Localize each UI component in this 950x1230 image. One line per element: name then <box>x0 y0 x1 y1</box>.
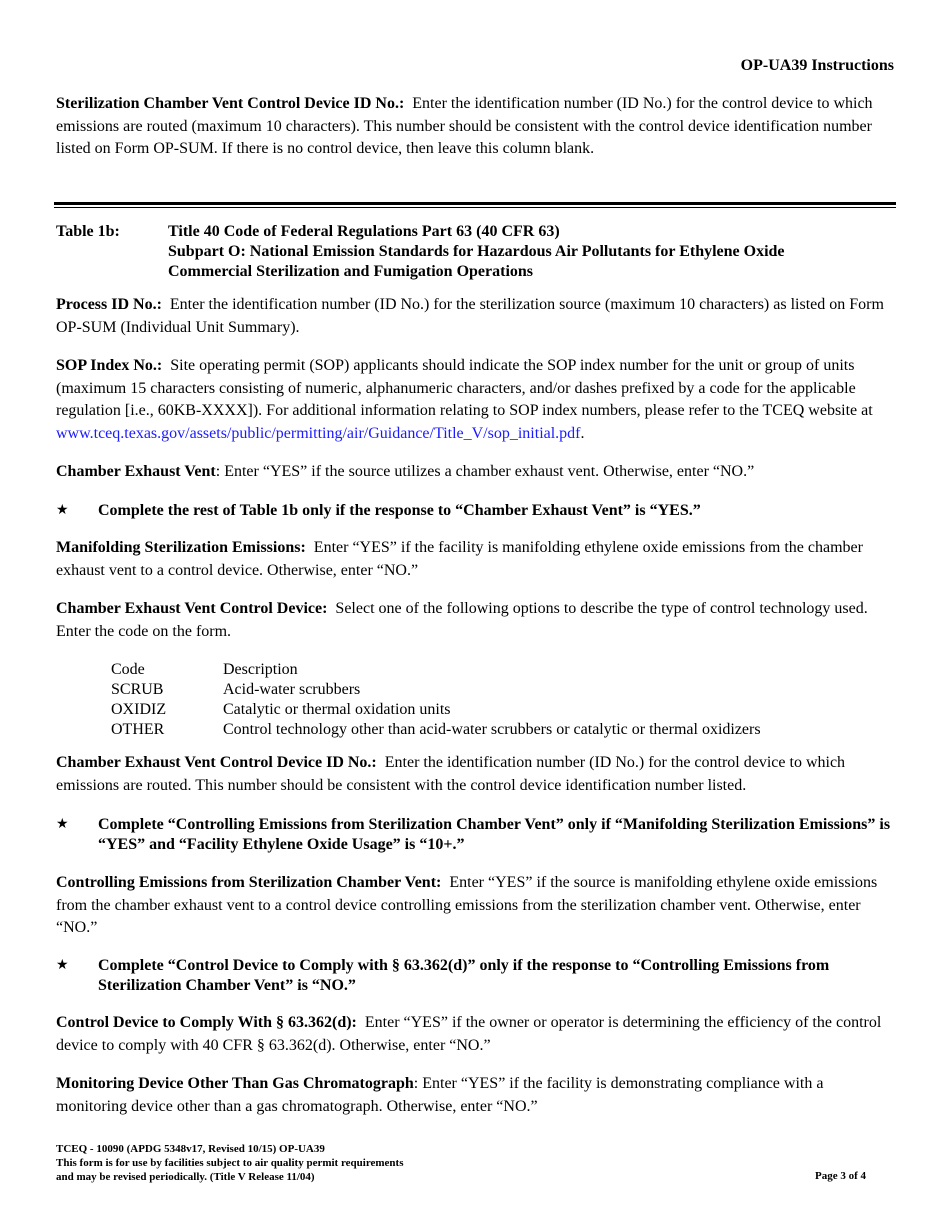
section-label: SOP Index No.: <box>56 357 163 374</box>
section-text: Enter “YES” if the facility is manifolding ethylene oxide emissions from the chamber exhaust vent to a control device. Otherwise, enter “NO.” <box>56 539 863 579</box>
section-sop-index <box>56 355 894 445</box>
table-title-line1: Title 40 Code of Federal Regulations Part 63 (40 CFR 63) <box>168 223 560 240</box>
section-chamber-exhaust-vent <box>56 461 894 484</box>
section-text: Enter the identification number (ID No.) for the control device to which emissions are routed. This number should be consistent with the control device identification number listed. <box>56 754 846 794</box>
note-text: Complete the rest of Table 1b only if the response to “Chamber Exhaust Vent” is “YES.” <box>98 502 701 519</box>
section-process-id <box>56 294 894 339</box>
section-text: Enter “YES” if the owner or operator is determining the efficiency of the control device to comply with 40 CFR § 63.362(d). Otherwise, enter “NO.” <box>56 1014 882 1054</box>
section-label: Chamber Exhaust Vent <box>56 463 216 480</box>
star-icon: ★ <box>56 817 69 832</box>
table-title-line3: Commercial Sterilization and Fumigation Operations <box>168 263 534 280</box>
section-text: Site operating permit (SOP) applicants should indicate the SOP index number for the unit or group of units (maximum 15 characters consisting of numeric, alphanumeric characters, and/or dashes prefixed by a code for the applicable regulation [i.e., 60KB-XXXX]). For additional information relating to SOP index numbers, please refer to the TCEQ website at <box>56 357 873 419</box>
section-monitoring-device <box>56 1073 894 1118</box>
section-text: : Enter “YES” if the facility is demonstrating compliance with a monitoring device other than a gas chromatograph. Otherwise, enter “NO.” <box>56 1075 824 1115</box>
page-footer <box>56 1142 404 1184</box>
section-label: Monitoring Device Other Than Gas Chromatograph <box>56 1075 414 1092</box>
section-label: Chamber Exhaust Vent Control Device ID No.: <box>56 754 377 771</box>
code-value: OTHER <box>111 721 165 738</box>
table-title-line2: Subpart O: National Emission Standards for Hazardous Air Pollutants for Ethylene Oxide <box>168 243 785 260</box>
code-description: Control technology other than acid-water scrubbers or catalytic or thermal oxidizers <box>223 721 761 738</box>
codes-header-code: Code <box>111 661 145 678</box>
note-text: Complete “Controlling Emissions from Sterilization Chamber Vent” only if “Manifolding Sterilization Emissions” is “YES” and “Facility Ethylene Oxide Usage” is “10+.” <box>98 816 891 853</box>
section-sterilization-chamber-vent-control-id <box>56 93 894 161</box>
divider-thin <box>54 207 896 208</box>
table-title <box>168 222 908 282</box>
section-manifolding-sterilization-emissions <box>56 537 894 582</box>
section-text: Enter the identification number (ID No.) for the sterilization source (maximum 10 characters) as listed on Form OP-SUM (Individual Unit Summary). <box>56 296 884 336</box>
section-chamber-exhaust-vent-control-device <box>56 598 894 643</box>
star-icon: ★ <box>56 503 69 518</box>
section-control-device-comply <box>56 1012 894 1057</box>
section-text: Select one of the following options to describe the type of control technology used. Enter the code on the form. <box>56 600 868 640</box>
section-label: Controlling Emissions from Sterilization Chamber Vent: <box>56 874 442 891</box>
footer-line3: and may be revised periodically. (Title V Release 11/04) <box>56 1171 315 1183</box>
tceq-website-link[interactable]: www.tceq.texas.gov/assets/public/permitting/air/Guidance/Title_V/sop_initial.pdf <box>56 424 581 442</box>
note-text: Complete “Control Device to Comply with § 63.362(d)” only if the response to “Controlling Emissions from Sterilization Chamber Vent” is “NO.” <box>98 957 830 994</box>
page-header-title: OP-UA39 Instructions <box>740 57 894 74</box>
section-label: Manifolding Sterilization Emissions: <box>56 539 306 556</box>
section-label: Chamber Exhaust Vent Control Device: <box>56 600 328 617</box>
code-description: Catalytic or thermal oxidation units <box>223 701 451 718</box>
footer-line2: This form is for use by facilities subject to air quality permit requirements <box>56 1157 404 1169</box>
section-label: Control Device to Comply With § 63.362(d): <box>56 1014 357 1031</box>
section-text: Enter “YES” if the source is manifolding ethylene oxide emissions from the chamber exhaust vent to a control device controlling emissions from the sterilization chamber vent. Otherwise, enter “NO.” <box>56 874 878 936</box>
section-chamber-exhaust-vent-control-device-id <box>56 752 894 797</box>
section-text-end: . <box>580 424 585 442</box>
star-icon: ★ <box>56 958 69 973</box>
section-controlling-emissions <box>56 872 894 940</box>
page-number: Page 3 of 4 <box>814 1170 866 1182</box>
code-value: OXIDIZ <box>111 701 167 718</box>
code-description: Acid-water scrubbers <box>223 681 361 698</box>
code-value: SCRUB <box>111 681 164 698</box>
section-text: : Enter “YES” if the source utilizes a chamber exhaust vent. Otherwise, enter “NO.” <box>215 463 755 480</box>
codes-header-description: Description <box>223 661 298 678</box>
footer-line1: TCEQ - 10090 (APDG 5348v17, Revised 10/15) OP-UA39 <box>56 1143 325 1155</box>
table-label: Table 1b: <box>56 223 120 240</box>
section-label: Sterilization Chamber Vent Control Device ID No.: <box>56 95 405 112</box>
section-text: Enter the identification number (ID No.) for the control device to which emissions are routed (maximum 10 characters). This number should be consistent with the control device identification number listed on Form OP-SUM. If there is no control device, then leave this column blank. <box>56 95 873 157</box>
divider-thick <box>54 202 896 205</box>
section-label: Process ID No.: <box>56 296 162 313</box>
